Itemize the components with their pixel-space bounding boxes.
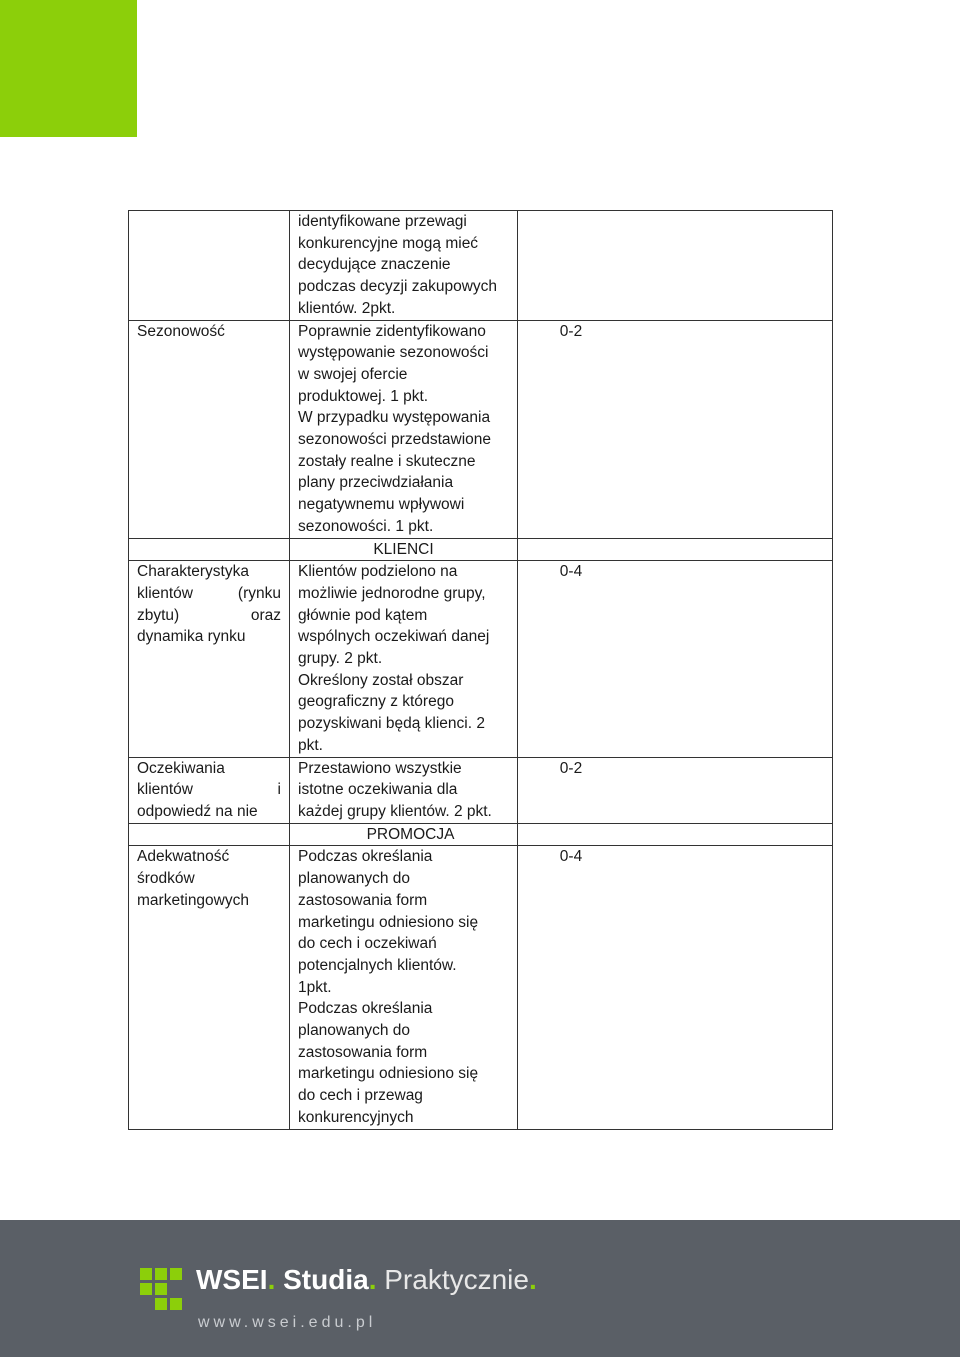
desc-line: możliwie jednorodne grupy, (298, 584, 486, 602)
table-row (129, 561, 833, 757)
score-cell (518, 846, 833, 1129)
desc-line: Klientów podzielono na (298, 563, 458, 581)
score-value: 0-2 (559, 759, 583, 777)
score-value: 0-2 (559, 322, 583, 340)
desc-line: Przestawiono wszystkie (298, 759, 462, 777)
desc-line: w swojej ofercie (298, 365, 408, 383)
desc-line: decydujące znaczenie (298, 256, 451, 274)
criterion-label: marketingowych (137, 891, 249, 909)
desc-line: sezonowości. 1 pkt. (298, 517, 434, 535)
brand-praktycznie: Praktycznie (384, 1264, 529, 1295)
wsei-logo-icon (140, 1268, 182, 1310)
criterion-label: dynamika rynku (137, 628, 246, 646)
criterion-cell-empty (129, 823, 290, 846)
table-row (129, 757, 833, 823)
criterion-cell-empty (129, 211, 290, 321)
brand-wsei: WSEI (196, 1264, 268, 1295)
desc-line: produktowej. 1 pkt. (298, 387, 429, 405)
section-header-row (129, 823, 833, 846)
description-cell (290, 561, 518, 757)
desc-line: zastosowania form (298, 1043, 428, 1061)
score-value: 0-4 (559, 848, 583, 866)
criterion-label: środków (137, 870, 195, 888)
desc-line: sezonowości przedstawione (298, 431, 491, 449)
section-header-promocja: PROMOCJA (290, 823, 518, 846)
desc-line: zostały realne i skuteczne (298, 452, 476, 470)
criterion-cell (129, 320, 290, 538)
criterion-label: klientów (rynku (137, 584, 281, 602)
section-header-klienci: KLIENCI (290, 538, 518, 561)
table-row (129, 320, 833, 538)
score-cell (518, 561, 833, 757)
desc-line: do cech i przewag (298, 1087, 423, 1105)
footer-bar (0, 1220, 960, 1357)
description-cell (290, 211, 518, 321)
desc-line: klientów. 2pkt. (298, 299, 396, 317)
desc-line: negatywnemu wpływowi (298, 496, 465, 514)
score-cell-empty (518, 823, 833, 846)
criterion-label: Adekwatność (137, 848, 230, 866)
desc-line: plany przeciwdziałania (298, 474, 454, 492)
desc-line: grupy. 2 pkt. (298, 650, 383, 668)
description-cell (290, 757, 518, 823)
desc-line: pozyskiwani będą klienci. 2 (298, 715, 485, 733)
description-cell (290, 846, 518, 1129)
criterion-cell (129, 561, 290, 757)
desc-line: 1pkt. (298, 978, 332, 996)
desc-line: podczas decyzji zakupowych (298, 278, 498, 296)
criterion-cell (129, 757, 290, 823)
desc-line: marketingu odniesiono się (298, 1065, 479, 1083)
corner-accent-block (0, 0, 137, 137)
desc-line: Określony został obszar (298, 671, 464, 689)
desc-line: wspólnych oczekiwań danej (298, 628, 490, 646)
desc-line: Podczas określania (298, 848, 433, 866)
desc-line: konkurencyjne mogą mieć (298, 234, 479, 252)
score-cell-empty (518, 538, 833, 561)
website-url: www.wsei.edu.pl (198, 1314, 377, 1331)
table-row (129, 211, 833, 321)
desc-line: W przypadku występowania (298, 409, 491, 427)
score-value: 0-4 (559, 563, 583, 581)
brand-dot: . (368, 1264, 377, 1295)
desc-line: marketingu odniesiono się (298, 913, 479, 931)
desc-line: zastosowania form (298, 891, 428, 909)
desc-line: istotne oczekiwania dla (298, 781, 458, 799)
table-row (129, 846, 833, 1129)
criterion-label: Charakterystyka (137, 563, 249, 581)
criterion-label: Oczekiwania (137, 759, 225, 777)
desc-line: potencjalnych klientów. (298, 956, 457, 974)
criterion-cell-empty (129, 538, 290, 561)
brand-dot: . (267, 1264, 276, 1295)
desc-line: Poprawnie zidentyfikowano (298, 322, 486, 340)
desc-line: konkurencyjnych (298, 1108, 414, 1126)
desc-line: planowanych do (298, 870, 411, 888)
score-cell-empty (518, 211, 833, 321)
desc-line: geograficzny z którego (298, 693, 454, 711)
criterion-label: Sezonowość (137, 322, 225, 340)
criterion-label: zbytu) oraz (137, 606, 281, 624)
assessment-table (128, 210, 833, 1130)
score-cell (518, 757, 833, 823)
desc-line: Podczas określania (298, 1000, 433, 1018)
score-cell (518, 320, 833, 538)
desc-line: głównie pod kątem (298, 606, 428, 624)
brand-dot: . (528, 1264, 537, 1295)
brand-wordmark (196, 1264, 537, 1296)
criterion-cell (129, 846, 290, 1129)
desc-line: do cech i oczekiwań (298, 935, 437, 953)
desc-line: identyfikowane przewagi (298, 213, 467, 230)
section-header-row (129, 538, 833, 561)
brand-studia: Studia (283, 1264, 369, 1295)
desc-line: planowanych do (298, 1022, 411, 1040)
desc-line: występowanie sezonowości (298, 344, 489, 362)
criterion-label: odpowiedź na nie (137, 802, 258, 820)
desc-line: każdej grupy klientów. 2 pkt. (298, 802, 492, 820)
description-cell (290, 320, 518, 538)
criterion-label: klientów i (137, 781, 281, 799)
desc-line: pkt. (298, 736, 323, 754)
